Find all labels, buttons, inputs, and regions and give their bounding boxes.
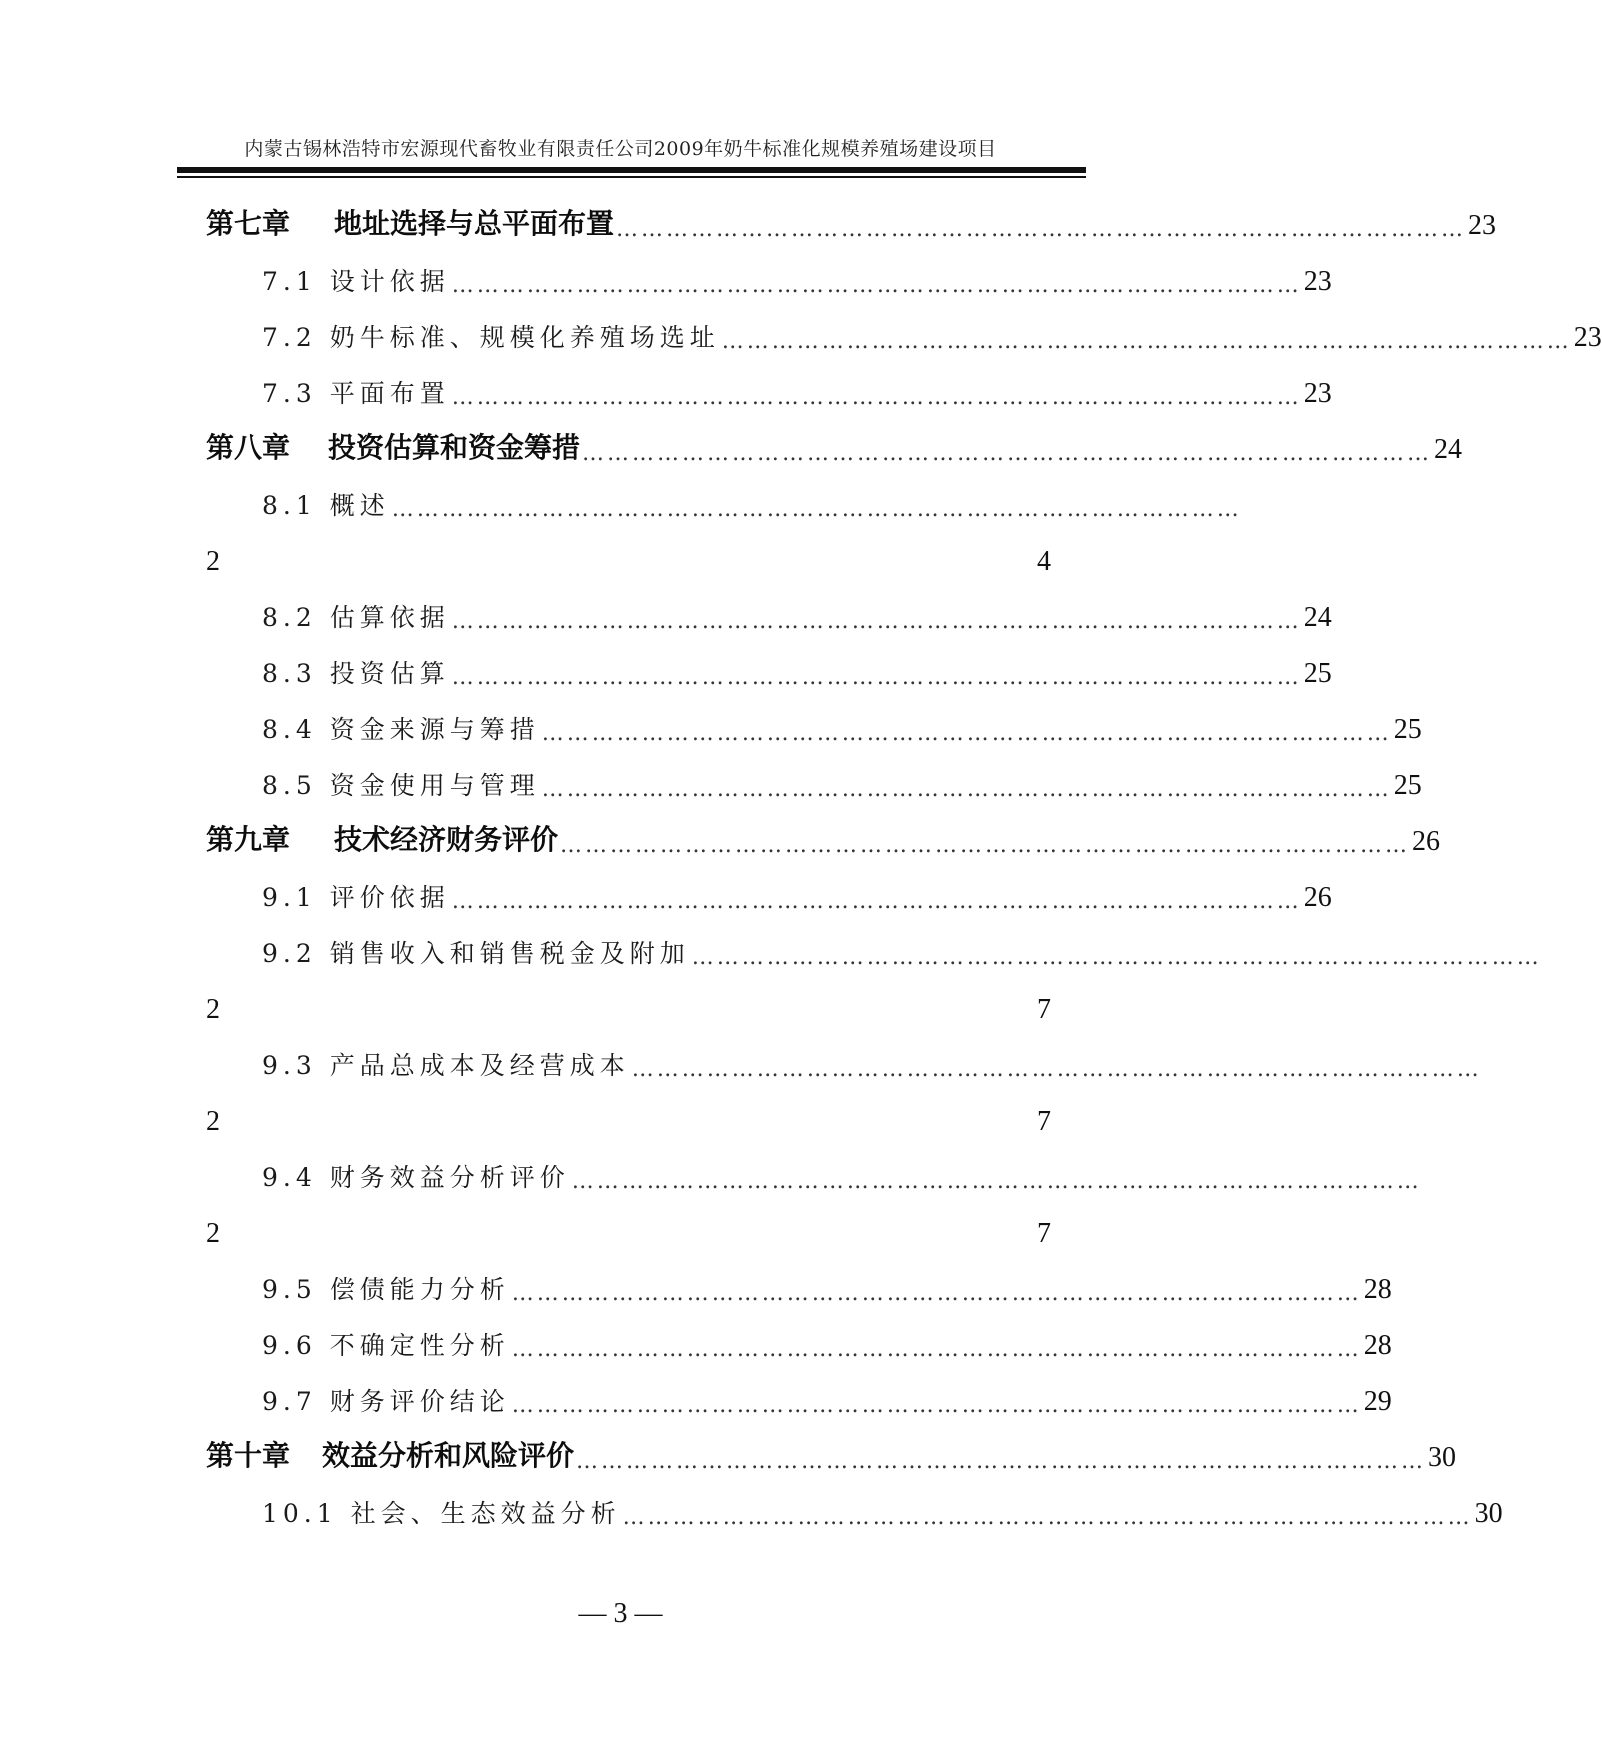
chapter-title: 效益分析和风险评价	[322, 1439, 575, 1472]
toc-chapter-9[interactable]	[206, 818, 1441, 858]
toc-section-7-1[interactable]	[262, 258, 1332, 298]
toc-chapter-8[interactable]	[206, 426, 1463, 466]
section-title: 10.1 社会、生态效益分析	[262, 1499, 621, 1528]
dot-leader: …………………………………………………………………………………………	[576, 1449, 1427, 1474]
chapter-title: 地址选择与总平面布置	[334, 207, 615, 240]
header-rule-thin	[177, 176, 1086, 178]
wrap-left-digit: 2	[206, 546, 220, 577]
dot-leader: …………………………………………………………………………………………	[616, 217, 1467, 242]
dot-leader: …………………………………………………………………………………………	[721, 329, 1572, 354]
toc-section-8-4[interactable]	[262, 706, 1422, 746]
toc-section-9-3-page-wrap	[206, 1098, 1051, 1138]
chapter-label: 第七章	[206, 207, 291, 240]
toc-section-10-1[interactable]	[262, 1490, 1503, 1530]
toc-chapter-10[interactable]	[206, 1434, 1457, 1474]
page-number: 30	[1428, 1442, 1457, 1473]
toc-section-9-4[interactable]	[262, 1154, 1422, 1194]
running-header: 内蒙古锡林浩特市宏源现代畜牧业有限责任公司2009年奶牛标准化规模养殖场建设项目	[244, 138, 997, 160]
section-title: 9.2 销售收入和销售税金及附加	[262, 939, 690, 968]
page-number: 25	[1393, 714, 1422, 745]
chapter-label: 第九章	[206, 823, 291, 856]
toc-section-9-2[interactable]	[262, 930, 1542, 970]
wrap-right-digit: 7	[1037, 1218, 1051, 1249]
section-title: 7.2 奶牛标准、规模化养殖场选址	[262, 323, 720, 352]
section-title: 7.1 设计依据	[262, 267, 450, 296]
toc-section-9-6[interactable]	[262, 1322, 1392, 1362]
dot-leader: …………………………………………………………………………………………	[622, 1505, 1473, 1530]
section-title: 9.1 评价依据	[262, 883, 450, 912]
dot-leader: …………………………………………………………………………………………	[541, 721, 1392, 746]
dot-leader: …………………………………………………………………………………………	[391, 497, 1242, 522]
dot-leader: …………………………………………………………………………………………	[451, 609, 1302, 634]
toc-section-9-5[interactable]	[262, 1266, 1392, 1306]
page-number: 23	[1303, 378, 1332, 409]
page-number: 25	[1303, 658, 1332, 689]
section-title: 9.6 不确定性分析	[262, 1331, 510, 1360]
toc-section-9-4-page-wrap	[206, 1210, 1051, 1250]
toc-section-7-2[interactable]	[262, 314, 1602, 354]
dot-leader: …………………………………………………………………………………………	[451, 665, 1302, 690]
page-number: 26	[1412, 826, 1441, 857]
toc-section-8-3[interactable]	[262, 650, 1332, 690]
chapter-title: 投资估算和资金筹措	[328, 431, 581, 464]
toc-section-9-2-page-wrap	[206, 986, 1051, 1026]
dot-leader: …………………………………………………………………………………………	[511, 1393, 1362, 1418]
section-title: 9.3 产品总成本及经营成本	[262, 1051, 630, 1080]
chapter-label: 第八章	[206, 431, 291, 464]
dot-leader: …………………………………………………………………………………………	[511, 1337, 1362, 1362]
page-number: 25	[1393, 770, 1422, 801]
toc-section-8-1-page-wrap	[206, 538, 1051, 578]
toc-section-7-3[interactable]	[262, 370, 1332, 410]
toc-section-9-7[interactable]	[262, 1378, 1392, 1418]
section-title: 9.5 偿债能力分析	[262, 1275, 510, 1304]
section-title: 7.3 平面布置	[262, 379, 450, 408]
wrap-right-digit: 7	[1037, 1106, 1051, 1137]
dot-leader: …………………………………………………………………………………………	[541, 777, 1392, 802]
wrap-left-digit: 2	[206, 994, 220, 1025]
page-number: 24	[1303, 602, 1332, 633]
toc-section-9-1[interactable]	[262, 874, 1332, 914]
dot-leader: …………………………………………………………………………………………	[582, 441, 1433, 466]
dot-leader: …………………………………………………………………………………………	[691, 945, 1542, 970]
section-title: 8.4 资金来源与筹措	[262, 715, 540, 744]
toc-section-8-5[interactable]	[262, 762, 1422, 802]
wrap-right-digit: 7	[1037, 994, 1051, 1025]
dot-leader: …………………………………………………………………………………………	[560, 833, 1411, 858]
page-footer-number: — 3 —	[578, 1598, 663, 1629]
section-title: 8.2 估算依据	[262, 603, 450, 632]
chapter-label: 第十章	[206, 1439, 291, 1472]
toc-section-8-2[interactable]	[262, 594, 1332, 634]
toc-chapter-7[interactable]	[206, 202, 1497, 242]
page-number: 23	[1303, 266, 1332, 297]
page-number: 23	[1468, 210, 1497, 241]
page-number: 29	[1363, 1386, 1392, 1417]
dot-leader: …………………………………………………………………………………………	[451, 273, 1302, 298]
toc-section-8-1[interactable]	[262, 482, 1242, 522]
wrap-left-digit: 2	[206, 1106, 220, 1137]
page-number: 24	[1434, 434, 1463, 465]
page-number: 23	[1573, 322, 1602, 353]
page-number: 30	[1474, 1498, 1503, 1529]
wrap-right-digit: 4	[1037, 546, 1051, 577]
dot-leader: …………………………………………………………………………………………	[451, 889, 1302, 914]
section-title: 9.7 财务评价结论	[262, 1387, 510, 1416]
page-number: 26	[1303, 882, 1332, 913]
dot-leader: …………………………………………………………………………………………	[571, 1169, 1422, 1194]
chapter-title: 技术经济财务评价	[334, 823, 559, 856]
toc-section-9-3[interactable]	[262, 1042, 1482, 1082]
header-rule-thick	[177, 167, 1086, 173]
section-title: 8.3 投资估算	[262, 659, 450, 688]
wrap-left-digit: 2	[206, 1218, 220, 1249]
dot-leader: …………………………………………………………………………………………	[511, 1281, 1362, 1306]
page-number: 28	[1363, 1330, 1392, 1361]
dot-leader: …………………………………………………………………………………………	[631, 1057, 1482, 1082]
section-title: 8.1 概述	[262, 491, 390, 520]
section-title: 8.5 资金使用与管理	[262, 771, 540, 800]
dot-leader: …………………………………………………………………………………………	[451, 385, 1302, 410]
section-title: 9.4 财务效益分析评价	[262, 1163, 570, 1192]
page-number: 28	[1363, 1274, 1392, 1305]
